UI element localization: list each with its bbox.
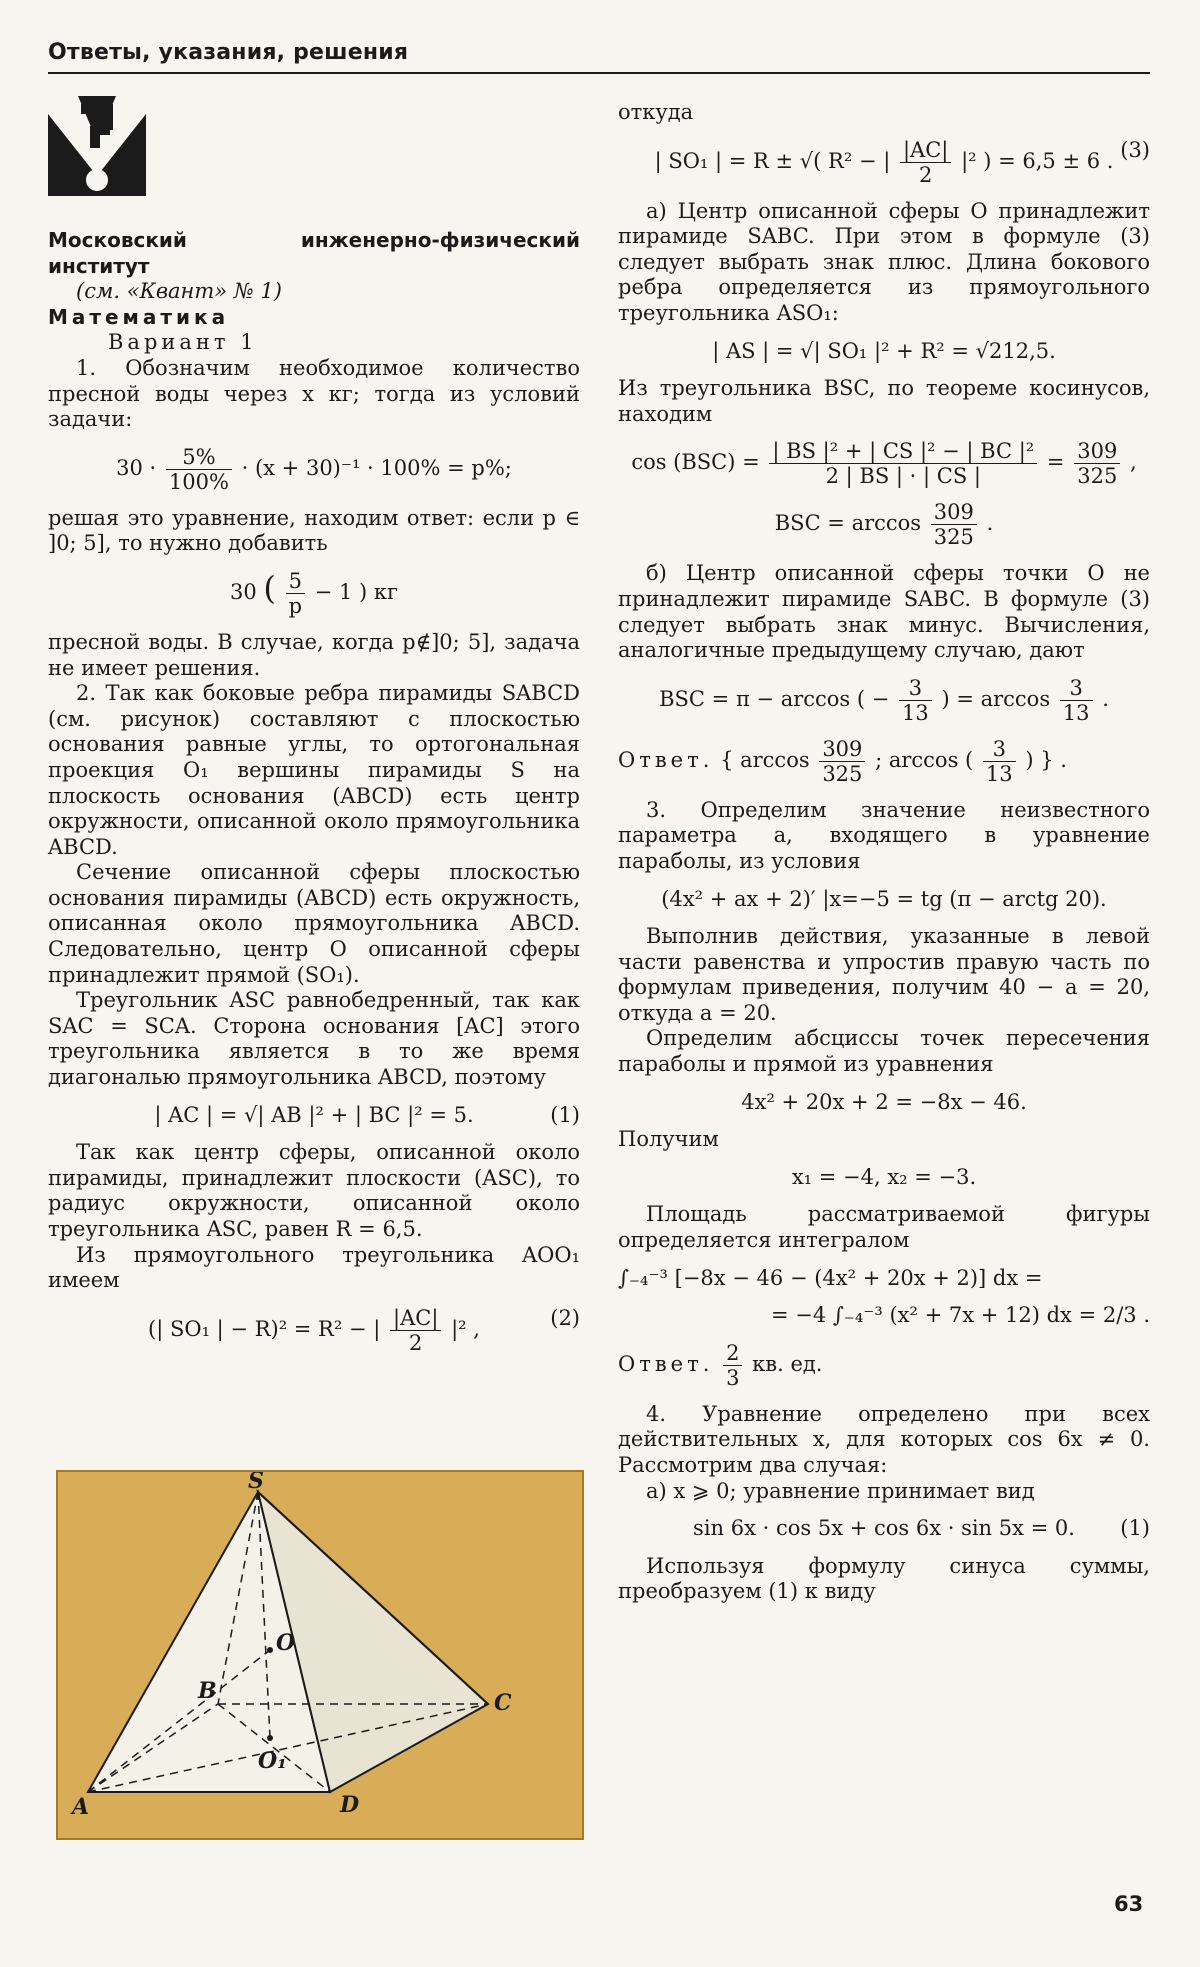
eq7-numerator-2: 309 <box>1077 439 1118 464</box>
eq2-numerator: 5 <box>288 568 302 593</box>
institute-title: Московский инженерно-физический институт <box>48 228 580 278</box>
problem-4-transform-text: Используя формулу синуса суммы, преобразуем (1) к виду <box>618 1553 1150 1604</box>
eq5-denominator: 2 <box>900 162 951 187</box>
problem-1-answer-text: решая это уравнение, находим ответ: если p ∈ ]0; 5], то нужно добавить <box>48 505 580 556</box>
eq8-fraction <box>931 500 977 549</box>
eq9-fraction <box>899 676 932 725</box>
answer-2-fraction-2 <box>983 737 1016 786</box>
eq9-middle: ) = arccos <box>941 686 1051 711</box>
eq1-numerator: 5% <box>182 444 216 469</box>
issue-reference: (см. «Квант» № 1) <box>76 279 282 304</box>
eq5-right: |² ) = 6,5 ± 6 . <box>961 148 1114 173</box>
problem-2-text: 2. Так как боковые ребра пирамиды SABCD (см. рисунок) составляют с плоскостью основания равные углы, то ортогональная проекция O₁ вершины пирамиды S на плоскость основания (ABCD) есть центр окружности, описанной около прямоугольника ABCD. <box>48 681 580 859</box>
eq7-comma: , <box>1130 450 1137 475</box>
problem-1-conclusion: пресной воды. В случае, когда p∉]0; 5], задача не имеет решения. <box>48 629 580 680</box>
question-logo-icon <box>48 96 146 196</box>
answer-3-numerator: 2 <box>726 1340 740 1365</box>
answer-2-numerator: 309 <box>822 736 863 761</box>
eq4-numerator: |AC| <box>393 1305 439 1330</box>
right-column <box>618 100 1150 1605</box>
label-c: C <box>494 1690 512 1716</box>
eq9-numerator: 3 <box>908 675 923 700</box>
point-o <box>267 1647 273 1653</box>
eq5-numerator: |AC| <box>902 137 949 162</box>
answer-3-fraction <box>723 1341 742 1390</box>
answer-2-fraction <box>819 737 865 786</box>
eq4-denominator: 2 <box>390 1330 441 1355</box>
eq2-right: − 1 ) кг <box>314 579 399 604</box>
label-o1: O₁ <box>258 1748 287 1774</box>
equation-amount <box>48 569 580 618</box>
equation-2 <box>48 1306 580 1355</box>
whence-text: откуда <box>618 100 694 124</box>
eq5-fraction <box>900 138 951 187</box>
eq14-body: = −4 ∫₋₄⁻³ (x² + 7x + 12) dx = 2/3 . <box>770 1303 1150 1328</box>
area-text: Площадь рассматриваемой фигуры определяется интегралом <box>618 1202 1150 1253</box>
eq9-fraction-2 <box>1060 676 1093 725</box>
problem-1-text: 1. Обозначим необходимое количество пресной воды через x кг; тогда из условий задачи: <box>48 355 580 432</box>
eq1-right: · (x + 30)⁻¹ · 100% = p%; <box>241 455 512 480</box>
problem-2-section-text: Сечение описанной сферы плоскостью основания пирамиды (ABCD) есть окружность, описанная около прямоугольника ABCD. Следовательно, центр O описанной сферы принадлежит прямой (SO₁). <box>48 860 580 987</box>
problem-4-case-a: а) x ⩾ 0; уравнение принимает вид <box>646 1478 1035 1503</box>
problem-2-radius-text: Так как центр сферы, описанной около пирамиды, принадлежит плоскости (ASC), то радиус окружности, описанной около треугольника ASC, равен R = 6,5. <box>48 1140 580 1241</box>
pyramid-figure <box>56 1470 584 1840</box>
equation-bsc-b <box>618 676 1150 725</box>
answer-3-label: Ответ. <box>618 1351 714 1376</box>
label-a: A <box>72 1794 90 1820</box>
label-s: S <box>248 1472 264 1494</box>
equation-integral-2 <box>618 1303 1150 1329</box>
answer-2-numerator-2: 3 <box>992 736 1006 761</box>
answer-2-a: { arccos <box>720 747 810 772</box>
eq1-fraction <box>166 445 232 494</box>
eq3-body: | AC | = √| AB |² + | BC |² = 5. <box>154 1102 474 1127</box>
eq4-left: (| SO₁ | − R)² = R² − | <box>148 1316 381 1341</box>
eq10-body: (4x² + ax + 2)′ |x=−5 = tg (π − arctg 20). <box>661 886 1107 911</box>
answer-2-c: ) } . <box>1025 747 1067 772</box>
page-number: 63 <box>1114 1892 1144 1916</box>
point-o1 <box>267 1735 273 1741</box>
eq12-body: x₁ = −4, x₂ = −3. <box>791 1164 977 1189</box>
equation-integral-1 <box>618 1266 1150 1292</box>
pyramid-drawing <box>58 1472 582 1838</box>
label-d: D <box>340 1792 360 1818</box>
eq9-period: . <box>1102 686 1109 711</box>
eq3-number: (1) <box>550 1102 580 1127</box>
header-rule <box>48 72 1150 74</box>
problem-4-text: 4. Уравнение определено при всех действительных x, для которых cos 6x ≠ 0. Рассмотрим два случая: <box>618 1401 1150 1477</box>
case-a-text: а) Центр описанной сферы O принадлежит пирамиде SABC. При этом в формуле (3) следует выбрать знак плюс. Длина бокового ребра определяется из прямоугольного треугольника ASO₁: <box>618 198 1150 325</box>
equation-3 <box>618 138 1150 187</box>
label-b: B <box>198 1678 217 1704</box>
eq7-equals: = <box>1046 450 1065 475</box>
problem-2-triangle-text: Треугольник ASC равнобедренный, так как SAC = SCA. Сторона основания [AC] этого треугольника является в то же время диагональю прямоугольника ABCD, поэтому <box>48 988 580 1090</box>
case-b-text: б) Центр описанной сферы точки O не принадлежит пирамиде SABC. В формуле (3) следует выбрать знак минус. Вычисления, аналогичные предыдущему случаю, дают <box>618 561 1150 663</box>
eq1-left: 30 · <box>116 455 157 480</box>
subject-heading: Математика <box>48 304 230 329</box>
eq9-denominator-2: 13 <box>1060 700 1093 725</box>
eq8-denominator: 325 <box>931 524 977 549</box>
left-column <box>48 228 580 1367</box>
equation-roots <box>618 1165 1150 1191</box>
equation-cos <box>618 439 1150 488</box>
answer-2-denominator-2: 13 <box>983 761 1016 786</box>
answer-2-denominator: 325 <box>819 761 865 786</box>
eq9-left: BSC = π − arccos ( − <box>659 686 890 711</box>
equation-sin-sum <box>618 1516 1150 1542</box>
eq2-denominator: p <box>286 593 305 618</box>
equation-1 <box>48 1103 580 1129</box>
eq7-numerator: | BS |² + | CS |² − | BC |² <box>772 439 1035 464</box>
eq2-left: 30 <box>229 579 257 604</box>
eq1-denominator: 100% <box>166 469 232 494</box>
answer-3-unit: кв. ед. <box>752 1351 823 1376</box>
equation-derivative <box>618 887 1150 913</box>
eq7-denominator-2: 325 <box>1074 463 1120 488</box>
equation-bsc-a <box>618 500 1150 549</box>
eq4-right: |² , <box>451 1316 480 1341</box>
eq15-number: (1) <box>1120 1516 1150 1541</box>
eq5-number: (3) <box>1120 137 1150 162</box>
eq8-numerator: 309 <box>933 500 974 525</box>
eq13-body: ∫₋₄⁻³ [−8x − 46 − (4x² + 20x + 2)] dx = <box>618 1265 1043 1290</box>
cosine-theorem-text: Из треугольника BSC, по теореме косинусов, находим <box>618 376 1150 426</box>
problem-3-intersection-text: Определим абсциссы точек пересечения параболы и прямой из уравнения <box>618 1026 1150 1077</box>
eq6-body: | AS | = √| SO₁ |² + R² = √212,5. <box>712 338 1056 363</box>
eq7-left: cos (BSC) = <box>631 450 760 475</box>
problem-3-text: 3. Определим значение неизвестного параметра a, входящего в уравнение параболы, из условия <box>618 797 1150 873</box>
equation-as <box>618 339 1150 365</box>
answer-3-denominator: 3 <box>723 1365 742 1390</box>
eq9-denominator: 13 <box>899 700 932 725</box>
problem-3-result-text: Выполнив действия, указанные в левой части равенства и упростив правую часть по формулам приведения, получим 40 − a = 20, откуда a = 20. <box>618 924 1150 1025</box>
eq2-fraction <box>286 569 305 618</box>
eq9-numerator-2: 3 <box>1069 675 1083 700</box>
eq11-body: 4x² + 20x + 2 = −8x − 46. <box>741 1089 1027 1114</box>
answer-problem-2 <box>618 737 1150 786</box>
answer-label: Ответ. <box>618 747 714 772</box>
eq8-period: . <box>986 511 994 536</box>
eq4-number: (2) <box>550 1305 580 1330</box>
label-o: O <box>276 1630 296 1656</box>
eq5-left: | SO₁ | = R ± √( R² − | <box>654 148 891 173</box>
eq7-denominator: 2 | BS | · | CS | <box>769 463 1037 488</box>
equation-water <box>48 445 580 494</box>
eq7-fraction-2 <box>1074 439 1120 488</box>
answer-2-b: ; arccos ( <box>875 747 974 772</box>
eq15-body: sin 6x · cos 5x + cos 6x · sin 5x = 0. <box>693 1516 1075 1541</box>
eq7-fraction <box>769 439 1037 488</box>
problem-2-triangle-aoo1: Из прямоугольного треугольника AOO₁ имеем <box>48 1242 580 1293</box>
obtain-text: Получим <box>618 1127 719 1152</box>
eq4-fraction <box>390 1306 441 1355</box>
running-title: Ответы, указания, решения <box>48 40 409 65</box>
eq2-open: ( <box>263 568 276 607</box>
answer-problem-3 <box>618 1341 1150 1390</box>
eq8-left: BSC = arccos <box>774 511 922 536</box>
variant-heading: Вариант 1 <box>108 330 258 355</box>
equation-intersection <box>618 1090 1150 1116</box>
